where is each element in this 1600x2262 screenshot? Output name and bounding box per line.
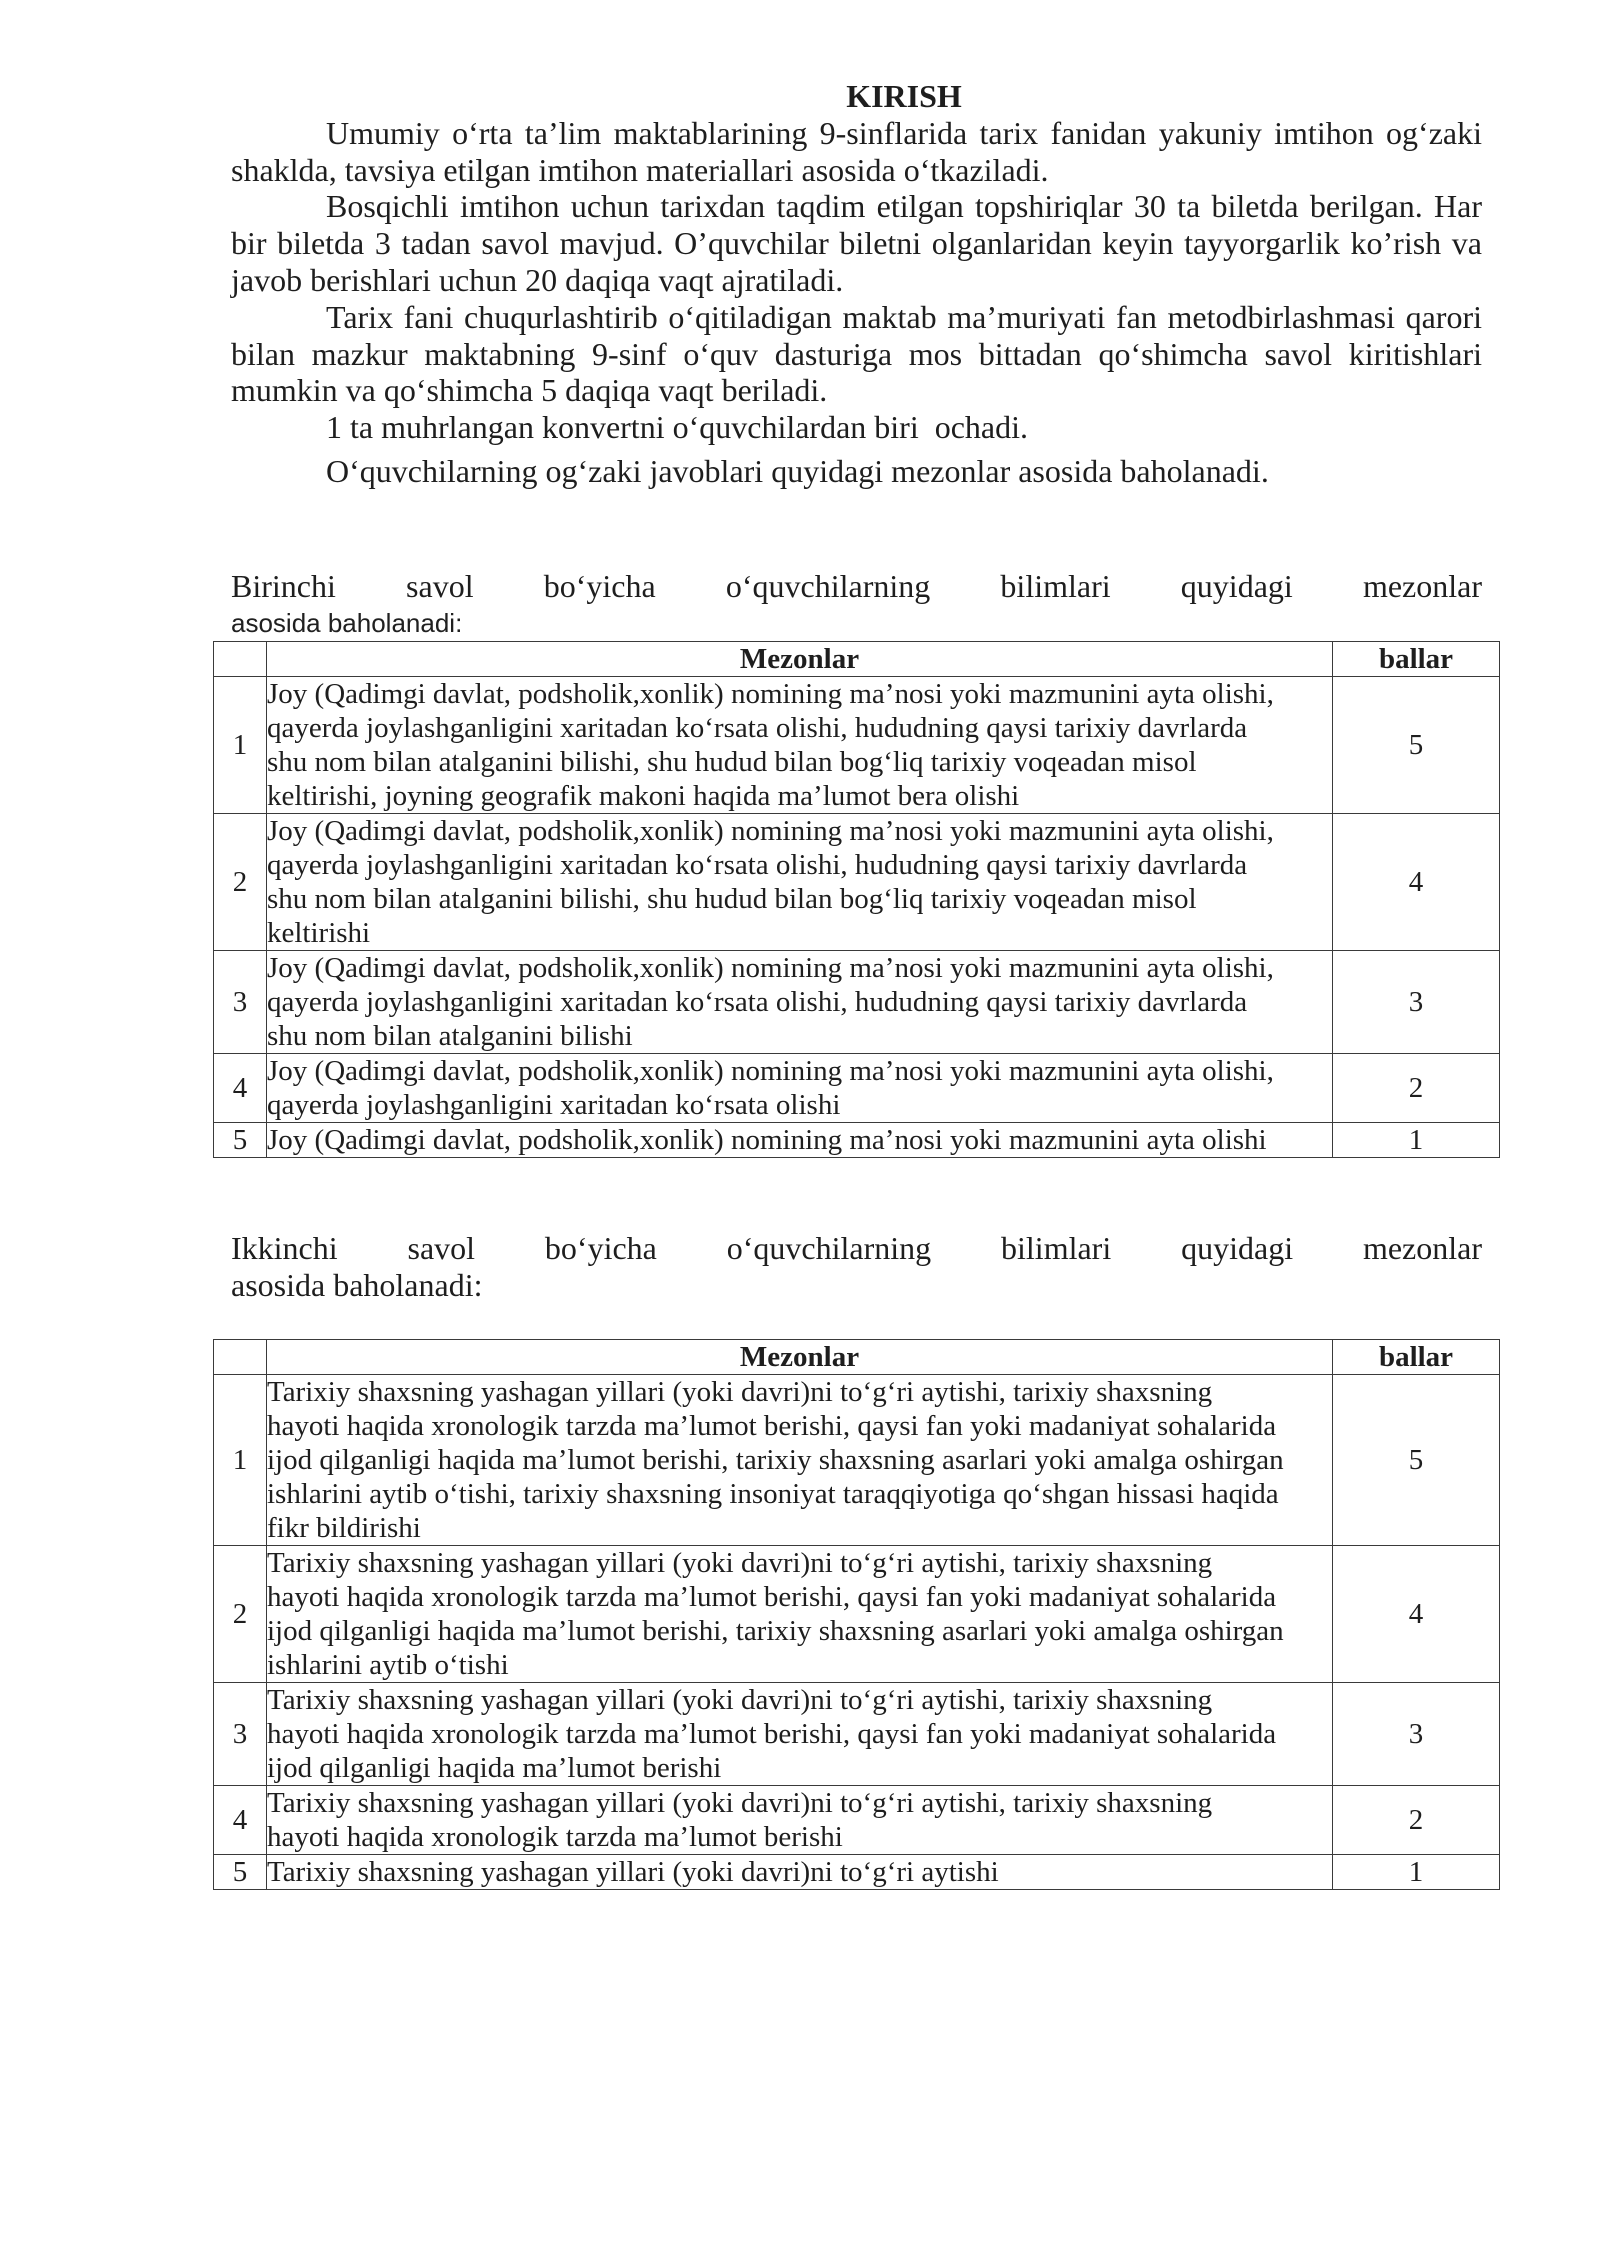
row-number: 5: [214, 1855, 267, 1890]
criteria-line: Tarixiy shaxsning yashagan yillari (yoki davri)ni to‘g‘ri aytishi, tarixiy shaxsning: [267, 1787, 1213, 1819]
header-criteria: Mezonlar: [267, 642, 1333, 677]
page-title: KIRISH: [846, 78, 962, 114]
table-row: [214, 1683, 1500, 1786]
table-row: [214, 814, 1500, 951]
table-row: [214, 1054, 1500, 1123]
criteria-line: fikr bildirishi: [267, 1512, 421, 1544]
criteria-cell: [267, 1546, 1333, 1683]
heading-line: asosida baholanadi:: [231, 1266, 483, 1303]
criteria-line: Joy (Qadimgi davlat, podsholik,xonlik) nomining ma’nosi yoki mazmunini ayta olishi,: [267, 815, 1274, 847]
criteria-cell: [267, 1683, 1333, 1786]
criteria-line: shu nom bilan atalganini bilishi, shu hudud bilan bog‘liq tarixiy voqeadan misol: [267, 746, 1197, 778]
text-line: 1 ta muhrlangan konvertni o‘quvchilardan biri ochadi.: [326, 409, 1029, 446]
section-heading: [231, 568, 1482, 642]
score: 1: [1333, 1855, 1500, 1890]
criteria-line: qayerda joylashganligini xaritadan ko‘rsata olishi: [267, 1089, 841, 1121]
row-number: 2: [214, 1546, 267, 1683]
criteria-line: Joy (Qadimgi davlat, podsholik,xonlik) nomining ma’nosi yoki mazmunini ayta olishi,: [267, 952, 1274, 984]
header-number-cell: [214, 642, 267, 677]
text-line: Tarix fani chuqurlashtirib o‘qitiladigan maktab ma’muriyati fan metodbirlashmasi qarori: [326, 298, 1482, 335]
section-heading: [231, 1230, 1482, 1304]
score: 3: [1333, 1683, 1500, 1786]
criteria-line: Tarixiy shaxsning yashagan yillari (yoki davri)ni to‘g‘ri aytishi, tarixiy shaxsning: [267, 1684, 1213, 1716]
score: 5: [1333, 677, 1500, 814]
criteria-line: keltirishi, joyning geografik makoni haqida ma’lumot bera olishi: [267, 780, 1020, 812]
text-line: O‘quvchilarning og‘zaki javoblari quyidagi mezonlar asosida baholanadi.: [326, 452, 1269, 489]
text-line: bilan mazkur maktabning 9-sinf o‘quv dasturiga mos bittadan qo‘shimcha savol kiritishlari: [231, 335, 1482, 372]
score: 4: [1333, 1546, 1500, 1683]
criteria-line: hayoti haqida xronologik tarzda ma’lumot berishi: [267, 1821, 843, 1853]
criteria-line: Tarixiy shaxsning yashagan yillari (yoki davri)ni to‘g‘ri aytishi, tarixiy shaxsning: [267, 1376, 1213, 1408]
intro-section: [231, 115, 1482, 490]
row-number: 2: [214, 814, 267, 951]
score: 5: [1333, 1375, 1500, 1546]
criteria-line: ishlarini aytib o‘tishi: [267, 1649, 509, 1681]
criteria-table: [213, 1339, 1500, 1890]
row-number: 1: [214, 677, 267, 814]
criteria-cell: [267, 814, 1333, 951]
table-row: [214, 1123, 1500, 1158]
score: 2: [1333, 1054, 1500, 1123]
table-row: [214, 951, 1500, 1054]
score: 4: [1333, 814, 1500, 951]
criteria-line: Joy (Qadimgi davlat, podsholik,xonlik) nomining ma’nosi yoki mazmunini ayta olishi,: [267, 678, 1274, 710]
criteria-table: [213, 641, 1500, 1158]
criteria-line: ijod qilganligi haqida ma’lumot berishi, tarixiy shaxsning asarlari yoki amalga oshirgan: [267, 1444, 1284, 1476]
score: 2: [1333, 1786, 1500, 1855]
criteria-line: qayerda joylashganligini xaritadan ko‘rsata olishi, hududning qaysi tarixiy davrlarda: [267, 712, 1248, 744]
table-body: [214, 642, 1500, 1158]
row-number: 5: [214, 1123, 267, 1158]
criteria-cell: [267, 1123, 1333, 1158]
criteria-line: Tarixiy shaxsning yashagan yillari (yoki davri)ni to‘g‘ri aytishi: [267, 1856, 999, 1888]
intro-paragraph: [231, 453, 1482, 490]
text-line: javob berishlari uchun 20 daqiqa vaqt ajratiladi.: [231, 261, 844, 298]
table-row: [214, 1855, 1500, 1890]
heading-line: Birinchi savol bo‘yicha o‘quvchilarning bilimlari quyidagi mezonlar: [231, 568, 1482, 605]
row-number: 3: [214, 951, 267, 1054]
intro-paragraph: [231, 409, 1482, 446]
score: 3: [1333, 951, 1500, 1054]
criteria-line: qayerda joylashganligini xaritadan ko‘rsata olishi, hududning qaysi tarixiy davrlarda: [267, 849, 1248, 881]
table-header-row: [214, 642, 1500, 677]
heading-line: asosida baholanadi:: [231, 607, 463, 638]
criteria-line: Joy (Qadimgi davlat, podsholik,xonlik) nomining ma’nosi yoki mazmunini ayta olishi: [267, 1124, 1267, 1156]
criteria-cell: [267, 1375, 1333, 1546]
criteria-line: ijod qilganligi haqida ma’lumot berishi, tarixiy shaxsning asarlari yoki amalga oshirgan: [267, 1615, 1284, 1647]
header-score: ballar: [1333, 1340, 1500, 1375]
row-number: 4: [214, 1054, 267, 1123]
criteria-line: hayoti haqida xronologik tarzda ma’lumot berishi, qaysi fan yoki madaniyat sohalarida: [267, 1410, 1277, 1442]
criteria-line: shu nom bilan atalganini bilishi, shu hudud bilan bog‘liq tarixiy voqeadan misol: [267, 883, 1197, 915]
table-row: [214, 1375, 1500, 1546]
table-body: [214, 1340, 1500, 1890]
intro-paragraph: [231, 299, 1482, 409]
criteria-line: ishlarini aytib o‘tishi, tarixiy shaxsning insoniyat taraqqiyotiga qo‘shgan hissasi haqida: [267, 1478, 1279, 1510]
criteria-line: keltirishi: [267, 917, 371, 949]
score: 1: [1333, 1123, 1500, 1158]
intro-paragraph: [231, 115, 1482, 189]
criteria-line: Tarixiy shaxsning yashagan yillari (yoki davri)ni to‘g‘ri aytishi, tarixiy shaxsning: [267, 1547, 1213, 1579]
criteria-line: qayerda joylashganligini xaritadan ko‘rsata olishi, hududning qaysi tarixiy davrlarda: [267, 986, 1248, 1018]
text-line: Bosqichli imtihon uchun tarixdan taqdim etilgan topshiriqlar 30 ta biletda berilgan. Har: [326, 188, 1482, 225]
criteria-line: shu nom bilan atalganini bilishi: [267, 1020, 633, 1052]
table-row: [214, 1786, 1500, 1855]
criteria-line: hayoti haqida xronologik tarzda ma’lumot berishi, qaysi fan yoki madaniyat sohalarida: [267, 1581, 1277, 1613]
text-line: bir biletda 3 tadan savol mavjud. O’quvchilar biletni olganlaridan keyin tayyorgarlik ko’rish va: [231, 225, 1482, 262]
criteria-line: Joy (Qadimgi davlat, podsholik,xonlik) nomining ma’nosi yoki mazmunini ayta olishi,: [267, 1055, 1274, 1087]
criteria-cell: [267, 1786, 1333, 1855]
header-score: ballar: [1333, 642, 1500, 677]
criteria-cell: [267, 951, 1333, 1054]
table-row: [214, 677, 1500, 814]
table-header-row: [214, 1340, 1500, 1375]
text-line: mumkin va qo‘shimcha 5 daqiqa vaqt beriladi.: [231, 372, 828, 409]
heading-line: Ikkinchi savol bo‘yicha o‘quvchilarning bilimlari quyidagi mezonlar: [231, 1229, 1482, 1266]
header-number-cell: [214, 1340, 267, 1375]
criteria-line: ijod qilganligi haqida ma’lumot berishi: [267, 1752, 722, 1784]
intro-paragraph: [231, 188, 1482, 298]
criteria-cell: [267, 1855, 1333, 1890]
row-number: 4: [214, 1786, 267, 1855]
header-criteria: Mezonlar: [267, 1340, 1333, 1375]
text-line: Umumiy o‘rta ta’lim maktablarining 9-sinflarida tarix fanidan yakuniy imtihon og‘zaki: [326, 114, 1482, 151]
text-line: shaklda, tavsiya etilgan imtihon materiallari asosida o‘tkaziladi.: [231, 151, 1049, 188]
criteria-cell: [267, 677, 1333, 814]
row-number: 1: [214, 1375, 267, 1546]
row-number: 3: [214, 1683, 267, 1786]
criteria-cell: [267, 1054, 1333, 1123]
criteria-line: hayoti haqida xronologik tarzda ma’lumot berishi, qaysi fan yoki madaniyat sohalarida: [267, 1718, 1277, 1750]
table-row: [214, 1546, 1500, 1683]
